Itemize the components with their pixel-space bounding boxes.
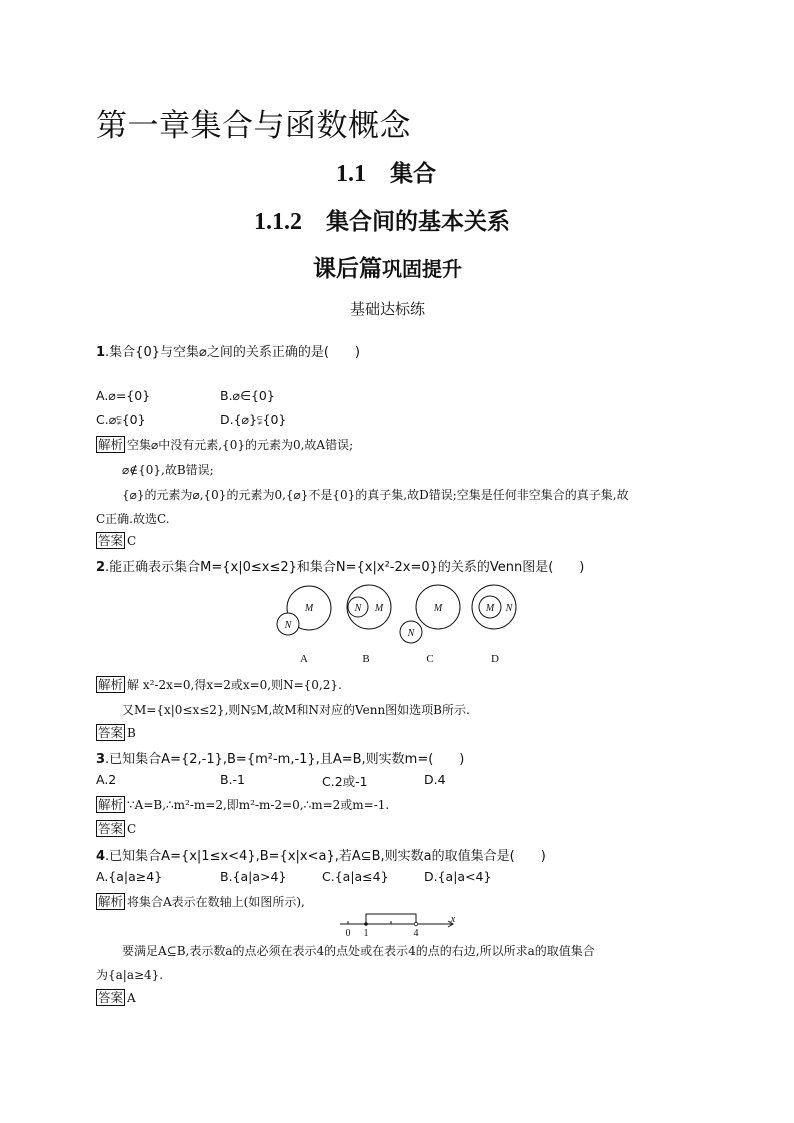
venn-c-n-label: N: [407, 628, 415, 639]
q2-number: 2: [96, 560, 106, 575]
q1-option-b: B.⌀∈{0}: [220, 388, 275, 403]
q2-text: .能正确表示集合M={x|0≤x≤2}和集合N={x|x²-2x=0}的关系的Venn图是( ): [105, 560, 585, 575]
q1-number: 1: [96, 345, 106, 360]
subsection-number: 1.1.2: [254, 209, 302, 235]
q1-option-d: D.{⌀}⫋{0}: [220, 412, 287, 427]
q1-text: .集合{0}与空集⌀之间的关系正确的是( ): [105, 345, 360, 360]
q1-stem: [96, 341, 360, 360]
number-line: [336, 910, 462, 938]
q2-analysis-line1: 解析 解 x²-2x=0,得x=2或x=0,则N={0,2}.: [98, 677, 342, 692]
point-1: [364, 922, 368, 926]
venn-label-c: C: [426, 653, 434, 665]
analysis-tag: 解析: [98, 797, 124, 812]
q1-option-a: A.⌀={0}: [96, 388, 151, 403]
venn-a-m-label: M: [304, 603, 314, 614]
exercise-heading: [313, 250, 462, 283]
q4-option-b: B.{a|a>4}: [220, 869, 287, 884]
subsection-heading: [254, 203, 510, 236]
q3-option-c: C.2或-1: [322, 774, 368, 789]
venn-a-n-label: N: [284, 620, 292, 631]
answer-tag: 答案: [98, 725, 124, 740]
analysis-tag: 解析: [98, 894, 124, 909]
venn-d-n-label: N: [505, 603, 513, 614]
q3-analysis-line1: 解析 ∵A=B,∴m²-m=2,即m²-m-2=0,∴m=2或m=-1.: [98, 797, 390, 812]
axis-label-x: x: [450, 914, 456, 925]
q3-number: 3: [96, 752, 106, 767]
analysis-tag: 解析: [98, 437, 124, 452]
q2-stem: [96, 556, 584, 575]
q4-option-c: C.{a|a≤4}: [322, 869, 389, 884]
analysis-tag: 解析: [98, 677, 124, 692]
q1-analysis-line1: 解析 空集⌀中没有元素,{0}的元素为0,故A错误;: [98, 437, 354, 452]
q3-answer: 答案 C: [98, 821, 137, 836]
q4-analysis-line2: 要满足A⊆B,表示数a的点必须在表示4的点处或在表示4的点的右边,所以所求a的取值集合: [122, 944, 595, 958]
axis-label-0: 0: [345, 928, 351, 938]
venn-d-m-label: M: [485, 603, 495, 614]
exercise-heading-small: 巩固提升: [382, 257, 462, 281]
venn-b-n-label: N: [354, 603, 362, 614]
answer-tag: 答案: [98, 533, 124, 548]
q4-text: .已知集合A={x|1≤x<4},B={x|x<a},若A⊆B,则实数a的取值集合是( ): [105, 849, 546, 864]
q3-stem: [96, 748, 464, 767]
q3-option-d: D.4: [424, 772, 446, 787]
q4-option-d: D.{a|a<4}: [424, 869, 492, 884]
q3-option-a: A.2: [96, 772, 117, 787]
subsection-title: 集合间的基本关系: [326, 208, 510, 235]
q2-analysis-line2: 又M={x|0≤x≤2},则N⫋M,故M和N对应的Venn图如选项B所示.: [122, 703, 470, 717]
venn-label-a: A: [300, 653, 308, 665]
q4-analysis-line1: 解析 将集合A表示在数轴上(如图所示),: [98, 894, 305, 909]
q1-analysis-line4: C正确.故选C.: [96, 512, 170, 526]
q4-answer: 答案 A: [98, 990, 136, 1005]
section-number: 1.1: [336, 161, 366, 187]
q1-answer: 答案 C: [98, 533, 137, 548]
q3-option-b: B.-1: [220, 772, 246, 787]
point-4: [414, 922, 418, 926]
exercise-heading-big: 课后篇: [313, 255, 382, 282]
axis-label-4: 4: [413, 928, 419, 938]
answer-tag: 答案: [98, 821, 124, 836]
venn-c-m-label: M: [433, 603, 443, 614]
q4-analysis-line3: 为{a|a≥4}.: [96, 968, 164, 982]
axis-label-1: 1: [363, 928, 369, 938]
chapter-title: 第一章集合与函数概念: [96, 108, 411, 144]
venn-diagrams: [260, 578, 540, 670]
q4-option-a: A.{a|a≥4}: [96, 869, 163, 884]
subheading: 基础达标练: [350, 300, 426, 318]
q4-number: 4: [96, 849, 106, 864]
venn-b-m-circle: [347, 585, 391, 629]
section-heading: [336, 155, 436, 188]
q3-text: .已知集合A={2,-1},B={m²-m,-1},且A=B,则实数m=( ): [105, 752, 465, 767]
q1-analysis-line2: ⌀∉{0},故B错误;: [122, 463, 214, 477]
venn-b-m-label: M: [374, 603, 384, 614]
q2-answer: 答案 B: [98, 725, 136, 740]
venn-label-b: B: [362, 653, 370, 665]
section-title: 集合: [390, 160, 436, 187]
answer-tag: 答案: [98, 990, 124, 1005]
q1-analysis-line3: {⌀}的元素为⌀,{0}的元素为0,{⌀}不是{0}的真子集,故D错误;空集是任何非空集合的真子集,故: [122, 488, 629, 502]
q1-option-c: C.⌀⫋{0}: [96, 412, 146, 427]
q4-stem: [96, 845, 546, 864]
venn-label-d: D: [491, 653, 499, 665]
